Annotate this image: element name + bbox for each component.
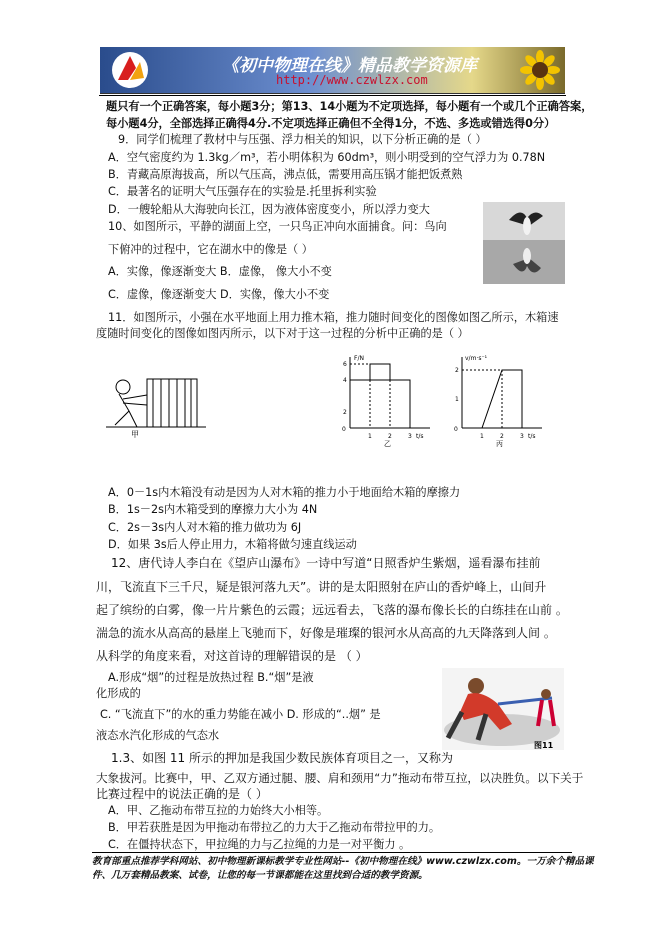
q13-option-a: A．甲、乙拖动布带互拉的力始终大小相等。 bbox=[108, 804, 329, 817]
question-9: 9．同学们梳理了教材中与压强、浮力相关的知识，以下分析正确的是（ ） bbox=[118, 133, 487, 146]
yi-xtick-2: 2 bbox=[388, 433, 392, 440]
question-13-cont-2: 比赛过程中的说法正确的是（ ） bbox=[96, 787, 268, 801]
q11-option-b: B．1s－2s内木箱受到的摩擦力大小为 4N bbox=[108, 503, 318, 516]
q9-option-a: A．空气密度约为 1.3kg／m³，若小明体积为 60dm³，则小明受到的空气浮力为 0.78N bbox=[108, 151, 546, 164]
q12-option-a: A.形成“烟”的过程是放热过程 B.“烟”是液 bbox=[108, 671, 314, 684]
yi-xtick-0: 0 bbox=[342, 426, 346, 433]
bing-ylabel: v/m·s⁻¹ bbox=[465, 355, 488, 362]
bird-photo bbox=[483, 202, 565, 284]
footer-line-2: 件、几万套精品教案、试卷，让您的每一节课都能在这里找到合适的教学资源。 bbox=[92, 870, 428, 881]
figure-jia-label: 甲 bbox=[131, 430, 139, 439]
q11-option-d: D．如果 3s后人停止用力，木箱将做匀速直线运动 bbox=[108, 538, 357, 551]
yi-xlabel: t/s bbox=[416, 433, 424, 440]
yi-ytick-4: 4 bbox=[343, 377, 347, 384]
q9-option-d: D．一艘轮船从大海驶向长江，因为液体密度变小，所以浮力变大 bbox=[108, 203, 430, 216]
bing-xtick-0: 0 bbox=[454, 426, 458, 433]
figure-jia bbox=[101, 365, 211, 440]
question-12-line-5: 从科学的角度来看，对这首诗的理解错误的是 （ ） bbox=[96, 649, 368, 663]
q12-option-d-cont: 液态水汽化形成的气态水 bbox=[96, 729, 220, 742]
yi-ytick-6: 6 bbox=[343, 361, 347, 368]
q11-option-a: A．0－1s内木箱没有动是因为人对木箱的推力小于地面给木箱的摩擦力 bbox=[108, 486, 461, 499]
q9-option-b: B．青藏高原海拔高，所以气压高，沸点低，需要用高压锅才能把饭煮熟 bbox=[108, 168, 463, 181]
bing-xtick-1: 1 bbox=[480, 433, 484, 440]
question-13: 1.3、如图 11 所示的押加是我国少数民族体育项目之一，又称为 bbox=[111, 751, 453, 765]
question-12-line-3: 起了缤纷的白雾，像一片片紫色的云霞；远远看去，飞落的瀑布像长长的白练挂在山前 。 bbox=[96, 603, 568, 617]
bing-ytick-1: 1 bbox=[455, 396, 459, 403]
bing-xtick-3: 3 bbox=[520, 433, 524, 440]
footer-rule bbox=[92, 852, 572, 853]
question-11: 11．如图所示，小强在水平地面上用力推木箱，推力随时间变化的图像如图乙所示，木箱速 bbox=[108, 311, 559, 324]
yi-xtick-1: 1 bbox=[368, 433, 372, 440]
banner-url[interactable]: http://www.czwlzx.com bbox=[276, 73, 428, 87]
q11-option-c: C．2s－3s内人对木箱的推力做功为 6J bbox=[108, 521, 302, 534]
sunflower-icon bbox=[519, 49, 561, 91]
header-banner bbox=[100, 47, 565, 94]
question-12-line-2: 川，飞流直下三千尺，疑是银河落九天”。讲的是太阳照射在庐山的香炉峰上，山间升 bbox=[96, 580, 547, 594]
figure-11-label: 图11 bbox=[534, 741, 554, 750]
question-12-line-1: 12、唐代诗人李白在《望庐山瀑布》一诗中写道“日照香炉生紫烟，遥看瀑布挂前 bbox=[111, 556, 541, 570]
question-11-cont: 度随时间变化的图像如图丙所示，以下对于这一过程的分析中正确的是（ ） bbox=[96, 327, 469, 340]
bing-xtick-2: 2 bbox=[500, 433, 504, 440]
q12-option-cd: C. “飞流直下”的水的重力势能在减小 D. 形成的“..烟” 是 bbox=[100, 708, 381, 721]
yi-ylabel: F/N bbox=[354, 355, 364, 362]
figure-yi-label: 乙 bbox=[384, 440, 391, 448]
site-logo bbox=[106, 50, 154, 90]
q13-option-b: B．甲若获胜是因为甲拖动布带拉乙的力大于乙拖动布带拉甲的力。 bbox=[108, 821, 441, 834]
yi-ytick-2: 2 bbox=[343, 409, 347, 416]
question-10-cont: 下俯冲的过程中，它在湖水中的像是（ ） bbox=[108, 243, 313, 256]
question-13-cont: 大象拔河。比赛中，甲、乙双方通过腿、腰、肩和颈用“力”拖动布带互拉，以决胜负。以下关于 bbox=[96, 771, 584, 785]
bing-xlabel: t/s bbox=[528, 433, 536, 440]
tug-of-war-photo bbox=[442, 668, 564, 750]
figure-bing-velocity-chart bbox=[448, 352, 548, 448]
q13-option-c: C．在僵持状态下，甲拉绳的力与乙拉绳的力是一对平衡力 。 bbox=[108, 838, 411, 851]
question-10: 10、如图所示，平静的湖面上空，一只鸟正冲向水面捕食。问：鸟向 bbox=[108, 220, 447, 233]
bing-ytick-2: 2 bbox=[455, 367, 459, 374]
header-rule bbox=[99, 95, 566, 96]
q9-option-c: C．最著名的证明大气压强存在的实验是.托里拆利实验 bbox=[108, 185, 377, 198]
question-12-line-4: 湍急的流水从高高的悬崖上飞驰而下，好像是璀璨的银河水从高高的九天降落到人间 。 bbox=[96, 626, 556, 640]
instructions-line-1: 题只有一个正确答案，每小题3分；第13、14小题为不定项选择，每小题有一个或几个正确答案， bbox=[106, 100, 593, 113]
banner-title: 《初中物理在线》精品教学资源库 bbox=[222, 56, 477, 76]
figure-yi-force-chart bbox=[336, 352, 436, 448]
q10-options-ab: A．实像，像逐渐变大 B．虚像， 像大小不变 bbox=[108, 265, 332, 278]
instructions-line-2: 每小题4分，全部选择正确得4分.不定项选择正确但不全得1分，不选、多选或错选得0分） bbox=[106, 117, 556, 130]
yi-xtick-3: 3 bbox=[408, 433, 412, 440]
footer-line-1: 教育部重点推荐学科网站、初中物理新课标教学专业性网站--《初中物理在线》www.czwlzx.com。一万余个精品课 bbox=[92, 856, 594, 867]
q12-option-a-cont: 化形成的 bbox=[96, 687, 141, 700]
figure-bing-label: 丙 bbox=[496, 440, 503, 448]
q10-options-cd: C．虚像，像逐渐变大 D．实像，像大小不变 bbox=[108, 288, 330, 301]
